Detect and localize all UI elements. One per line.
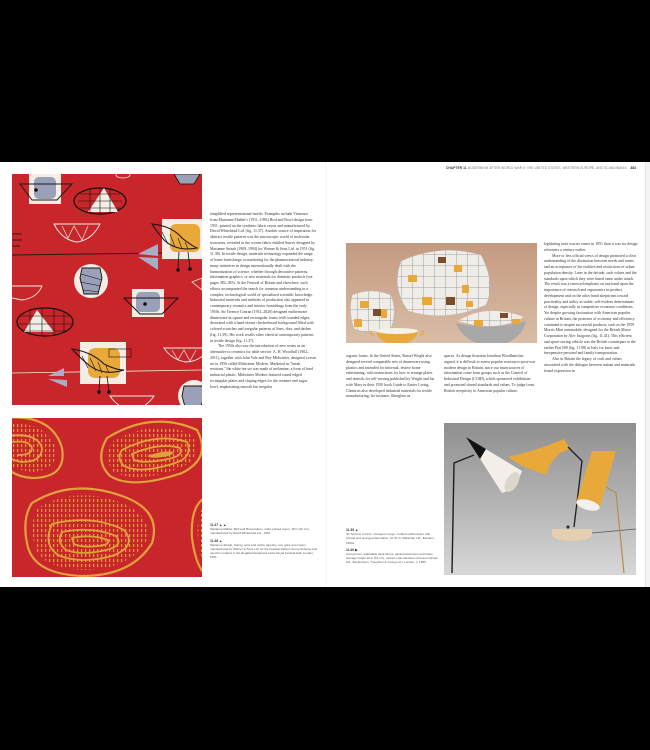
- book-spread: [0, 162, 650, 587]
- captions-right: [346, 528, 440, 568]
- tableware-photo: [346, 243, 537, 343]
- body-text-right-column-a: [444, 354, 536, 394]
- paragraph: spaces. As design historian Jonathan Woodham has argued, it is difficult to assess popular reaction to post-war modern design in Britain, since our main sources of information come from groups such as the Council of Industrial Design (COID), which sponsored exhibitions and promoted shared standards and values. To judge from British receptivity to American popular culture,: [444, 354, 536, 393]
- paragraph: Also in Britain the legacy of craft and values associated with the dialogue between artisan and materials found expression in: [544, 357, 636, 373]
- caption-11-39: 11.39 ▲ Sir Terence Conran, Chequers range, molded earthenware with printed and sponged decoration, for W. R. Midwinter Ltd., Burslem, 1950s.: [346, 528, 435, 545]
- running-head: [446, 166, 636, 170]
- figure-desk-lamps: [444, 423, 636, 575]
- figure-bird-and-bowl-fabric: [12, 174, 202, 405]
- fabric-pattern-image: [12, 174, 202, 405]
- caption-11-40: 11.40 ▶ Anonymous, adjustable desk lamps, painted aluminum and brass, average height 20 in (51 cm), various manufacturers (Cosset Holman Ltd., Beckenham, Troughton & Young Ltd.), London, c. 1955.: [346, 547, 438, 565]
- tapestry-pattern-image: [12, 418, 202, 577]
- page-number: 383: [630, 166, 636, 170]
- caption-11-37: 11.37 ▲ ▲ Marianne Mahler, Bird and Bowl pattern, roller-printed rayon, 18 in (46 cm), manufactured by David Whitehead Ltd., 1951.: [210, 523, 310, 536]
- body-text-left-column: [210, 212, 316, 390]
- figure-chequers-tableware: [346, 243, 537, 343]
- captions-left: [210, 523, 318, 563]
- chapter-title: MODERNISM AFTER WORLD WAR II: THE UNITED STATES, WESTERN EUROPE, AND SCANDINAVIA: [467, 166, 627, 170]
- paragraph: The 1950s also saw the introduction of new resins as an alternative to ceramics for table service. A. H. Woodfull (1902–2011), together with John Vale and Roy Midwinter, designed a resin set in 1956 called Midwinter Modern. Marketed as "break resistant," the white tea set was made of melamine, a form of hard industrial plastic. Midwinter Modern featured round-edged rectangular plates and sloping edges for the creamer and sugar bowl, emphasizing smooth but irregular: [210, 344, 316, 389]
- lamps-photo: [444, 423, 636, 575]
- body-text-middle-column: [346, 354, 438, 400]
- chapter-label: CHAPTER 11: [445, 166, 467, 170]
- page-edge: [645, 162, 650, 587]
- paragraph: legislating taste was no easier in 1951 than it was for design reformers a century earlier.: [544, 242, 638, 252]
- paragraph: More or less official views of design promoted a clear understanding of the distinction between needs and wants and an acceptance of the realities and restrictions of urban population density. Later in the decade, such values and the standards upon which they were based came under attack. The result was a renewed emphasis on one hand upon the importance of research and ergonomics in product development and on the other hand skepticism toward practicality and utility as stable, self-evident determinants of design, especially in competitive economic conditions. Yet despite growing fascination with American popular culture in Britain, the promises of economy and efficiency continued to inspire successful products, such as the 1959 Morris Mini automobile, designed for the British Motor Corporation by Alec Issigonis (fig. 11.41). This efficient and space-saving vehicle was the British counterpart to the earlier Fiat 500 (fig. 11.88) in Italy for basic and inexpensive personal and family transportation.: [544, 253, 637, 356]
- paragraph: organic forms. In the United States, Russel Wright also designed several comparable sets of dinnerware using plastics and intended for informal, festive home entertaining, with instructions for how to arrange plates and utensils for self-serving published by Wright and his wife Mary in their 1950 book Guide to Easier Living. Chemists also developed industrial materials for textile manufacturing; for instance, fiberglass as: [346, 354, 435, 399]
- gutter-divider: [325, 162, 326, 587]
- body-text-right-column-b: [544, 242, 638, 374]
- paragraph: simplified representational motifs. Examples include Vinnonce from Marianne Mahler's (1911–1983) Bird and Bowl design from 1951, printed on the synthetic fabric rayon and manufactured by David Whitehead Ltd. (fig. 11.37). Another source of inspiration for abstract textile patterns was the microscopic world of molecular structures, revealed in the woven fabric entitled Surrey designed by Marianne Straub (1909–1994) for Warner & Sons Ltd. in 1951 (fig. 11.38). In textile design, materials technology expanded the range of home furnishings; in marketing for the pharmaceutical industry, many initiatives in design internationally dealt with the harmonization of science, whether through decorative patterns, information graphics, or new materials for domestic products (see pages 382–383). At the Festival of Britain and elsewhere, such efforts accompanied the search for common understanding in a complex, technological world of specialized scientific knowledge. Industrial materials and methods of production also appeared in contemporary ceramics and interior furnishings from the early 1950s. Sir Terence Conran (1931–2020) designed earthenware dinnerware in square and rectangular forms with rounded edges, decorated with a hand-drawn checkerboard background filled with colored scratches and irregular patterns of lines, dots, and dashes (fig. 11.39). His work recalls other cheerful contemporary patterns in textile design (fig. 11.37).: [210, 212, 316, 343]
- figure-surrey-fabric: [12, 418, 202, 577]
- caption-11-38: 11.38 ▲ Marianne Straub, Surrey, wool and cotton tapestry, red, gold, and cream, manufactured by Warner & Sons Ltd. for the Festival Pattern Group Scheme and used for curtains in the Regatta Restaurant at the Royal Festival Hall, London, 1951.: [210, 538, 318, 560]
